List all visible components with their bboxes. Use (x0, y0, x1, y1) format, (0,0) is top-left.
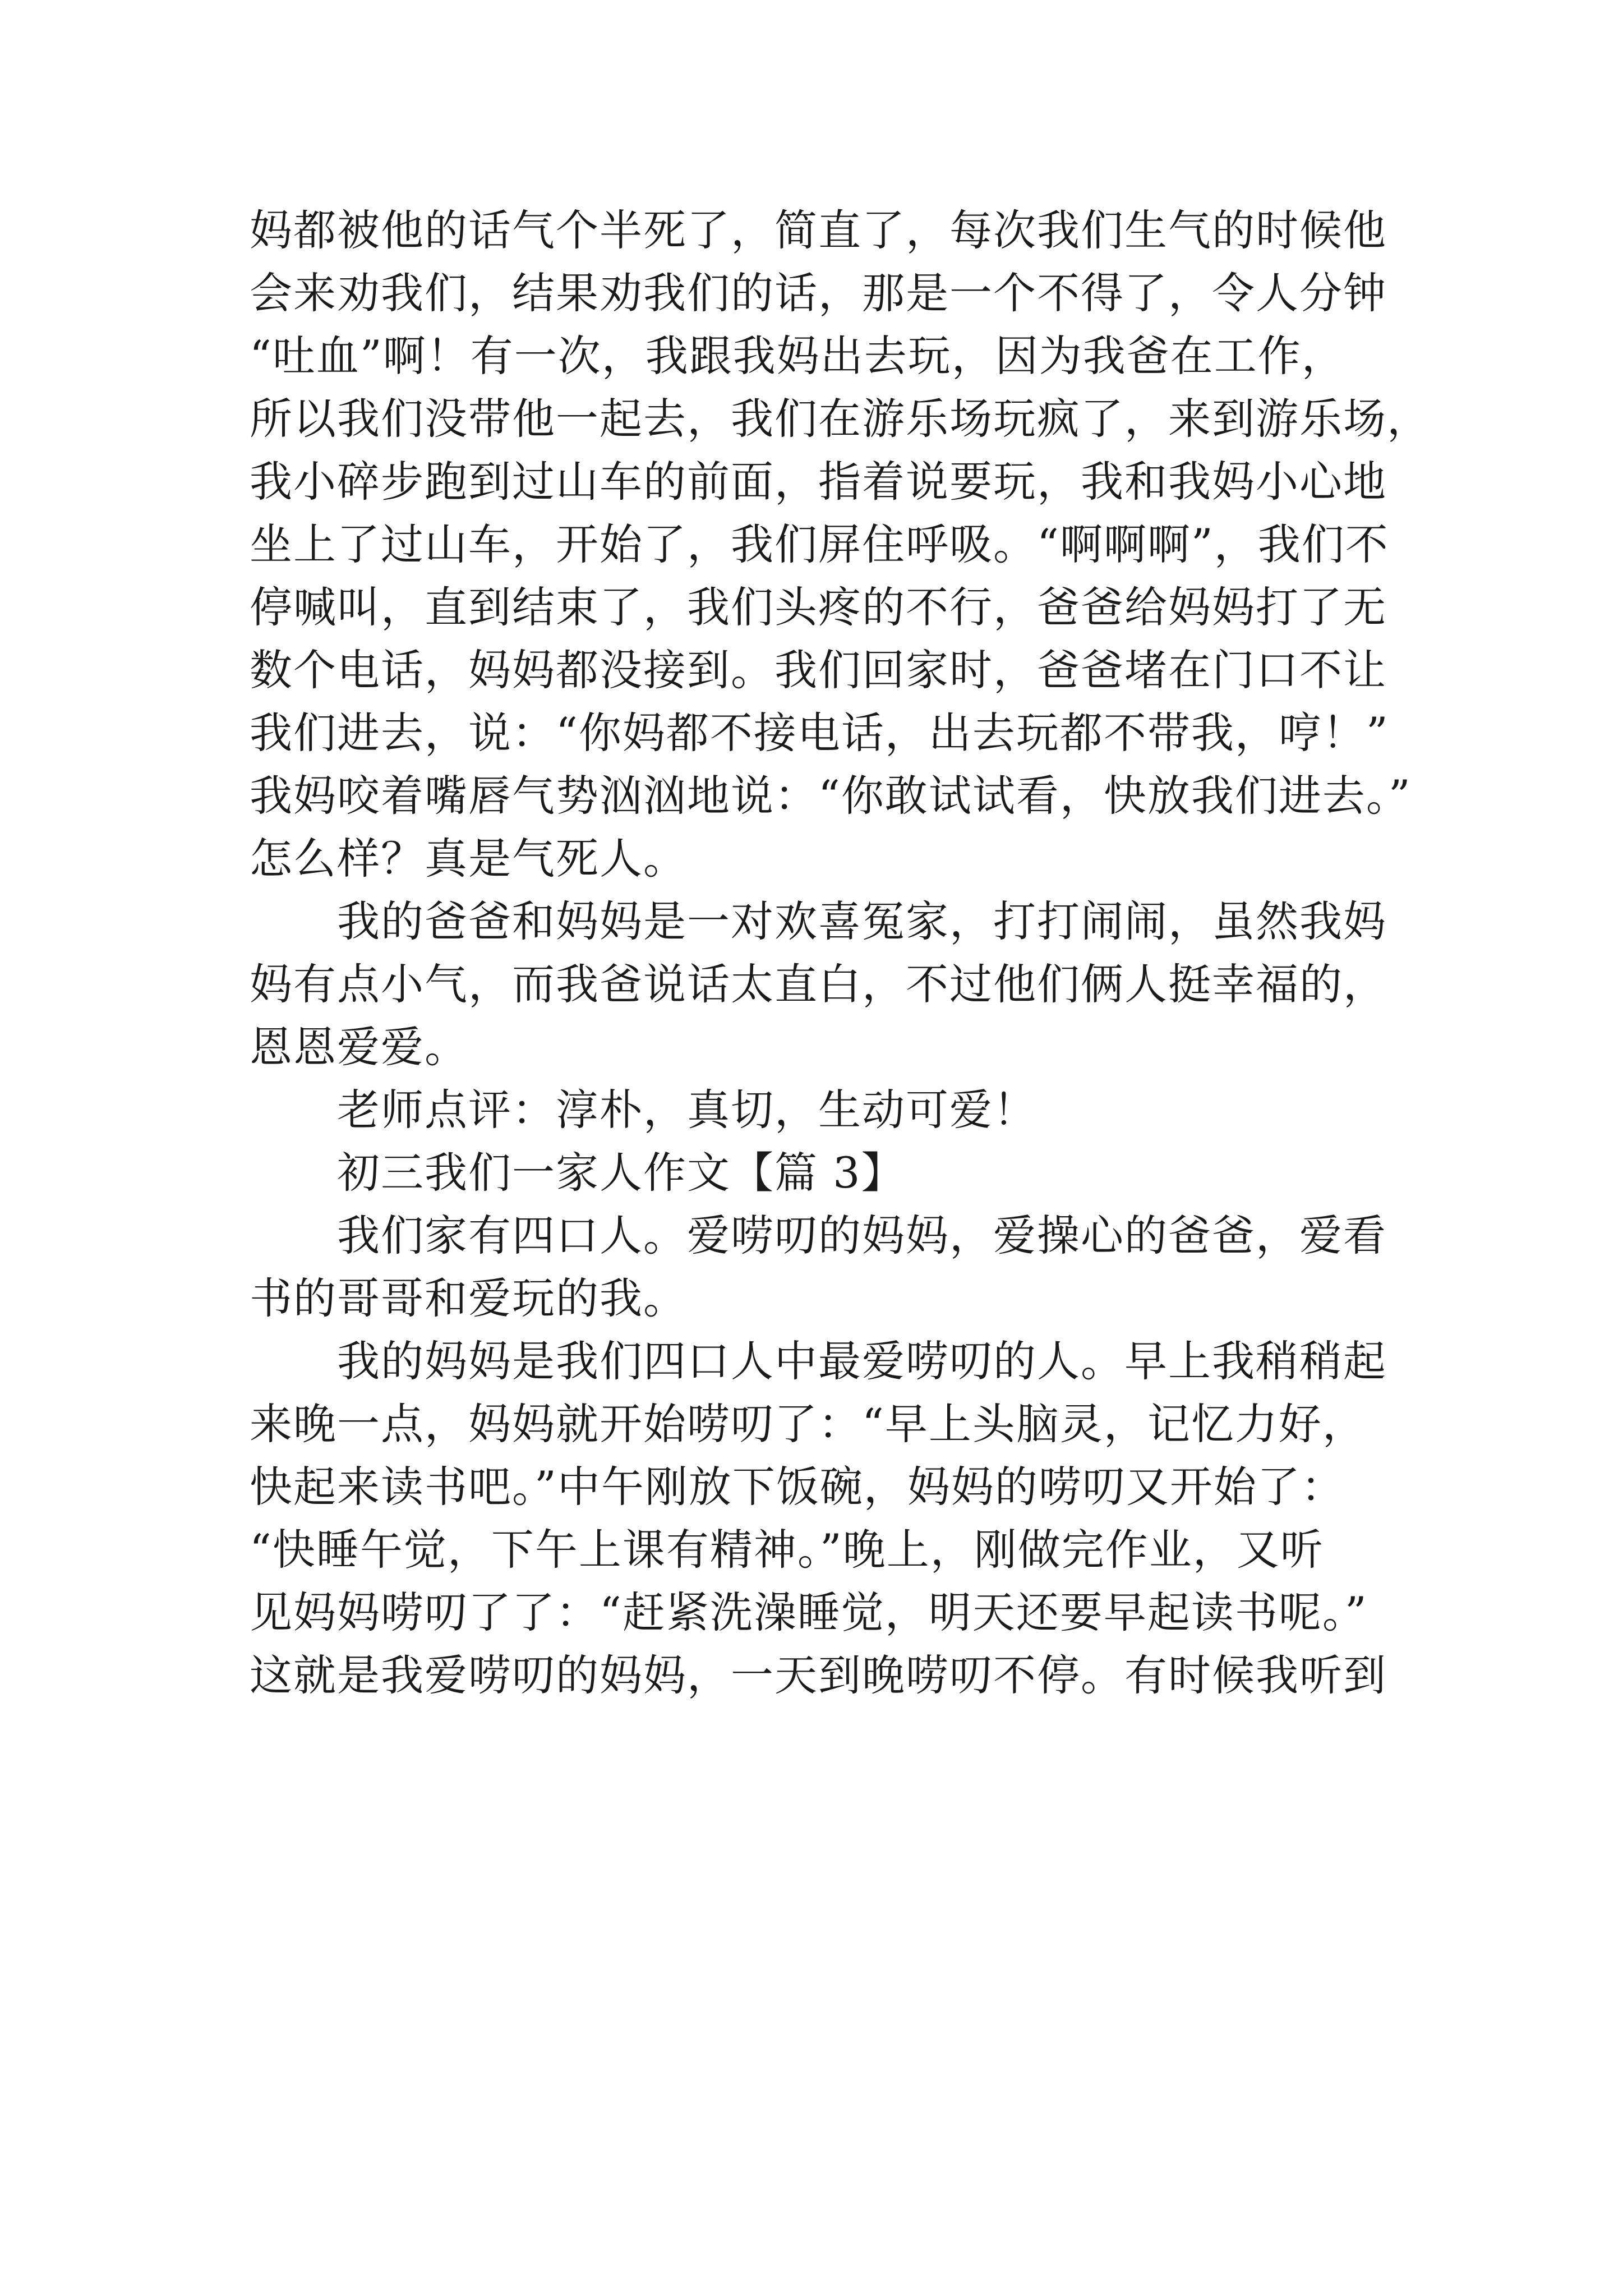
text-line: 初三我们一家人作文【篇 3】 (337, 1148, 905, 1198)
text-line: “快睡午觉，下午上课有精神。”晚上，刚做完作业，又听 (250, 1525, 1324, 1575)
text-line: 数个电话，妈妈都没接到。我们回家时，爸爸堵在门口不让 (250, 645, 1387, 695)
text-line: 来晚一点，妈妈就开始唠叨了：“早上头脑灵，记忆力好， (250, 1399, 1366, 1449)
text-line: 我的爸爸和妈妈是一对欢喜冤家，打打闹闹，虽然我妈 (337, 896, 1387, 946)
text-line: 我小碎步跑到过山车的前面，指着说要玩，我和我妈小心地 (250, 457, 1387, 507)
text-line: 我们进去，说：“你妈都不接电话，出去玩都不带我，哼！” (250, 708, 1389, 758)
text-line: 我的妈妈是我们四口人中最爱唠叨的人。早上我稍稍起 (337, 1336, 1387, 1386)
text-line: 我妈咬着嘴唇气势汹汹地说：“你敢试试看，快放我们进去。” (250, 771, 1412, 821)
text-line: 这就是我爱唠叨的妈妈，一天到晚唠叨不停。有时候我听到 (250, 1650, 1387, 1700)
text-line: 我们家有四口人。爱唠叨的妈妈，爱操心的爸爸，爱看 (337, 1211, 1387, 1260)
text-line: 见妈妈唠叨了了：“赶紧洗澡睡觉，明天还要早起读书呢。” (250, 1588, 1368, 1637)
text-line: 停喊叫，直到结束了，我们头疼的不行，爸爸给妈妈打了无 (250, 582, 1387, 632)
essay-text-body (250, 199, 1431, 1707)
text-line: 书的哥哥和爱玩的我。 (250, 1273, 687, 1323)
text-line: 所以我们没带他一起去，我们在游乐场玩疯了，来到游乐场， (250, 394, 1431, 444)
text-line: 妈有点小气，而我爸说话太直白，不过他们俩人挺幸福的， (250, 959, 1387, 1009)
text-line: 会来劝我们，结果劝我们的话，那是一个不得了，令人分钟 (250, 268, 1387, 318)
text-line: 老师点评：淳朴，真切，生动可爱！ (337, 1085, 1037, 1135)
text-line: “吐血”啊！有一次，我跟我妈出去玩，因为我爸在工作， (250, 331, 1345, 381)
text-line: 快起来读书吧。”中午刚放下饭碗，妈妈的唠叨又开始了： (250, 1462, 1345, 1512)
text-line: 坐上了过山车，开始了，我们屏住呼吸。“啊啊啊”，我们不 (250, 519, 1389, 569)
text-line: 怎么样？真是气死人。 (250, 834, 687, 884)
text-line: 妈都被他的话气个半死了，简直了，每次我们生气的时候他 (250, 205, 1387, 255)
text-line: 恩恩爱爱。 (250, 1022, 468, 1072)
